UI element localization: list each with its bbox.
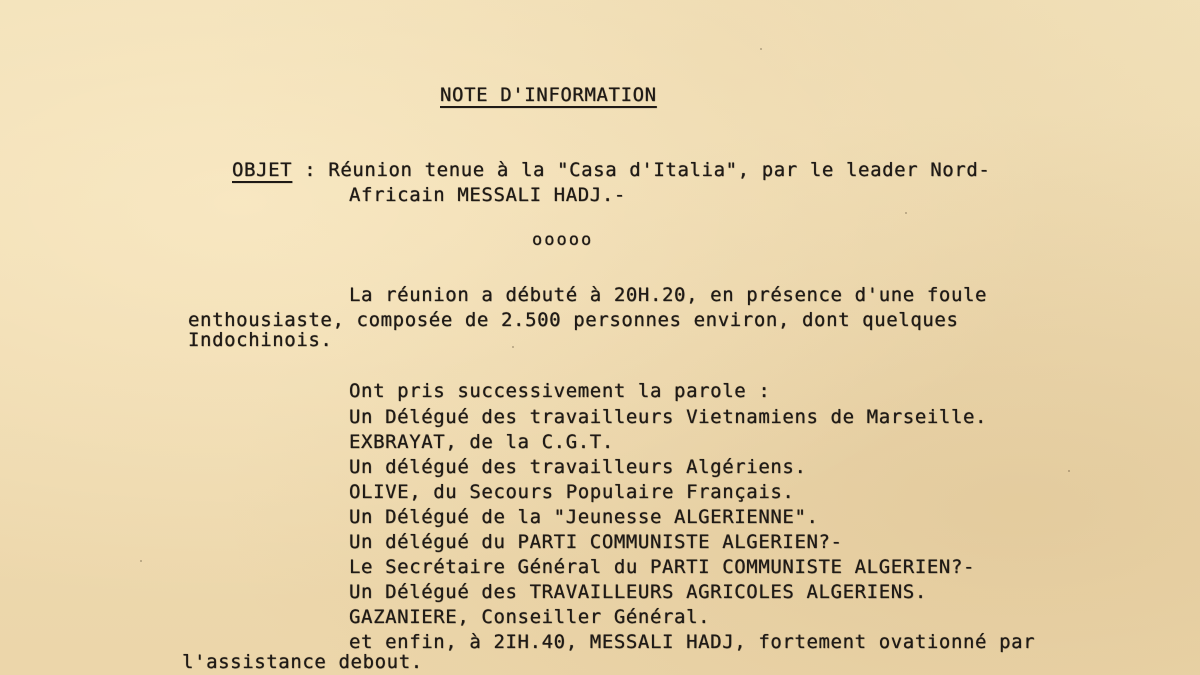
document-title: NOTE D'INFORMATION — [440, 84, 657, 106]
paper-speck — [512, 346, 514, 348]
speaker-line: et enfin, à 2IH.40, MESSALI HADJ, fortement ovationné par — [349, 631, 1036, 653]
speaker-line: Le Secrétaire Général du PARTI COMMUNISTE ALGERIEN?- — [349, 556, 976, 578]
speaker-line: Un délégué du PARTI COMMUNISTE ALGERIEN?- — [349, 531, 843, 553]
paper-speck — [1068, 470, 1070, 472]
speakers-intro: Ont pris successivement la parole : — [349, 380, 771, 402]
paragraph1-line3: Indochinois. — [188, 329, 333, 351]
speaker-line: EXBRAYAT, de la C.G.T. — [349, 431, 614, 453]
paragraph1-line2: enthousiaste, composée de 2.500 personnes environ, dont quelques — [188, 309, 959, 331]
speaker-line: Un Délégué des travailleurs Vietnamiens de Marseille. — [349, 406, 988, 428]
speaker-line: Un Délégué de la "Jeunesse ALGERIENNE". — [349, 506, 819, 528]
speaker-line: OLIVE, du Secours Populaire Français. — [349, 481, 795, 503]
closing-line: l'assistance debout. — [182, 651, 423, 673]
objet-text-line2: Africain MESSALI HADJ.- — [349, 184, 626, 206]
objet-label: OBJET — [232, 159, 293, 181]
objet-line — [232, 159, 990, 181]
speaker-line: Un délégué des travailleurs Algériens. — [349, 456, 807, 478]
speaker-line: GAZANIERE, Conseiller Général. — [349, 606, 711, 628]
paper-speck — [905, 212, 907, 214]
paper-speck — [140, 560, 142, 562]
objet-text-line1: : Réunion tenue à la "Casa d'Italia", par le leader Nord- — [292, 159, 991, 181]
paper-speck — [760, 48, 762, 50]
section-separator: ooooo — [532, 230, 594, 250]
speaker-line: Un Délégué des TRAVAILLEURS AGRICOLES ALGERIENS. — [349, 581, 927, 603]
paragraph1-line1: La réunion a débuté à 20H.20, en présence d'une foule — [349, 284, 988, 306]
